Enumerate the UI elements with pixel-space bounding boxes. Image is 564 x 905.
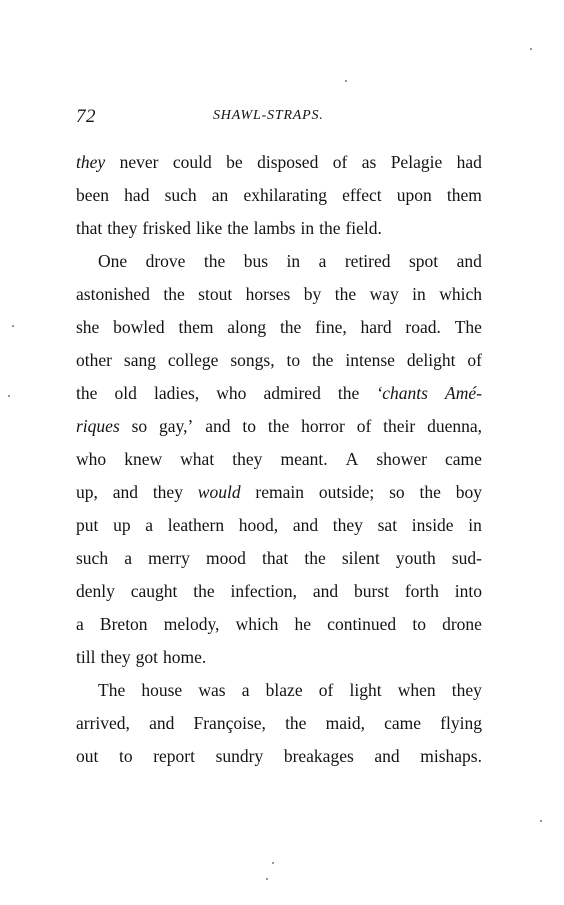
word: their bbox=[383, 416, 416, 436]
word: up bbox=[113, 515, 131, 535]
word: other bbox=[76, 350, 112, 370]
word: what bbox=[180, 449, 215, 469]
word: sang bbox=[123, 350, 156, 370]
word: mishaps. bbox=[420, 746, 482, 766]
word: the bbox=[337, 383, 360, 403]
word: came bbox=[384, 713, 422, 733]
word: spot bbox=[408, 251, 439, 271]
word: the bbox=[312, 350, 334, 370]
word: so bbox=[389, 482, 405, 502]
print-speck bbox=[12, 325, 14, 327]
word: the bbox=[304, 548, 326, 568]
word: into bbox=[454, 581, 482, 601]
word: sud- bbox=[451, 548, 482, 568]
word: up, bbox=[76, 482, 98, 502]
word: breakages bbox=[283, 746, 354, 766]
word: intense bbox=[345, 350, 395, 370]
word: infection, bbox=[230, 581, 298, 601]
word: admired bbox=[263, 383, 321, 403]
text-line bbox=[76, 542, 482, 575]
word: which bbox=[439, 284, 482, 304]
page-header bbox=[76, 106, 482, 128]
word: caught bbox=[130, 581, 178, 601]
word: such bbox=[164, 185, 197, 205]
word: they bbox=[332, 515, 363, 535]
word: bowled bbox=[113, 317, 165, 337]
word: light bbox=[349, 680, 382, 700]
text-line bbox=[76, 674, 482, 707]
word: a bbox=[124, 548, 132, 568]
text-line bbox=[76, 245, 482, 278]
word: they bbox=[232, 449, 263, 469]
word: frisked bbox=[142, 218, 191, 238]
word: been bbox=[76, 185, 110, 205]
word: the bbox=[319, 218, 341, 238]
word: the bbox=[285, 713, 307, 733]
word: boy bbox=[455, 482, 482, 502]
word: Breton bbox=[99, 614, 148, 634]
word: remain bbox=[255, 482, 304, 502]
word: knew bbox=[124, 449, 163, 469]
word: who bbox=[216, 383, 247, 403]
word: lambs bbox=[253, 218, 296, 238]
body-text bbox=[76, 146, 482, 773]
word: that bbox=[261, 548, 289, 568]
word: till bbox=[76, 647, 96, 667]
word: The bbox=[98, 680, 126, 700]
text-line bbox=[76, 344, 482, 377]
word: the bbox=[163, 284, 185, 304]
word: of bbox=[318, 680, 334, 700]
word: along bbox=[227, 317, 267, 337]
word: a bbox=[241, 680, 250, 700]
word: the bbox=[227, 218, 249, 238]
word: they bbox=[152, 482, 183, 502]
text-line bbox=[76, 476, 482, 509]
word: they bbox=[100, 647, 131, 667]
word: a bbox=[76, 614, 84, 634]
word: the bbox=[334, 284, 357, 304]
print-speck bbox=[266, 878, 268, 880]
word: to bbox=[118, 746, 133, 766]
word: house bbox=[141, 680, 183, 700]
word: and bbox=[205, 416, 231, 436]
word: had bbox=[456, 152, 482, 172]
text-line bbox=[76, 641, 482, 674]
word: which bbox=[235, 614, 279, 634]
text-line bbox=[76, 608, 482, 641]
word: of bbox=[332, 152, 348, 172]
word: meant. bbox=[280, 449, 328, 469]
word: field. bbox=[345, 218, 382, 238]
word: stout bbox=[198, 284, 233, 304]
word: and bbox=[374, 746, 400, 766]
word: never bbox=[119, 152, 159, 172]
word: Amé- bbox=[445, 383, 482, 403]
word: to bbox=[412, 614, 426, 634]
word: would bbox=[197, 482, 241, 502]
word: and bbox=[456, 251, 482, 271]
print-speck bbox=[272, 862, 274, 864]
word: riques bbox=[76, 416, 120, 436]
word: and bbox=[292, 515, 319, 535]
word: sat bbox=[377, 515, 398, 535]
word: maid, bbox=[325, 713, 365, 733]
word: drove bbox=[145, 251, 186, 271]
word: the bbox=[203, 251, 226, 271]
word: could bbox=[172, 152, 212, 172]
word: in bbox=[286, 251, 301, 271]
print-speck bbox=[8, 395, 10, 397]
word: of bbox=[467, 350, 482, 370]
print-speck bbox=[540, 820, 542, 822]
word: be bbox=[226, 152, 243, 172]
word: bus bbox=[243, 251, 269, 271]
word: the bbox=[193, 581, 215, 601]
word: ‘chants bbox=[376, 383, 428, 403]
word: in bbox=[412, 284, 426, 304]
word: blaze bbox=[265, 680, 303, 700]
word: effect bbox=[342, 185, 382, 205]
word: they bbox=[76, 152, 106, 172]
word: Pelagie bbox=[390, 152, 443, 172]
word: he bbox=[294, 614, 312, 634]
text-line bbox=[76, 212, 482, 245]
word: mood bbox=[205, 548, 246, 568]
text-line bbox=[76, 377, 482, 410]
word: flying bbox=[440, 713, 482, 733]
word: the bbox=[76, 383, 98, 403]
word: hard bbox=[360, 317, 392, 337]
text-line bbox=[76, 740, 482, 773]
word: came bbox=[444, 449, 482, 469]
word: the bbox=[419, 482, 441, 502]
text-line bbox=[76, 575, 482, 608]
text-line bbox=[76, 509, 482, 542]
word: the bbox=[279, 317, 302, 337]
word: horses bbox=[245, 284, 291, 304]
word: by bbox=[303, 284, 322, 304]
word: delight bbox=[406, 350, 456, 370]
word: of bbox=[356, 416, 372, 436]
word: silent bbox=[341, 548, 380, 568]
word: old bbox=[114, 383, 137, 403]
word: them bbox=[446, 185, 482, 205]
word: had bbox=[124, 185, 150, 205]
word: report bbox=[153, 746, 195, 766]
word: fine, bbox=[315, 317, 347, 337]
word: merry bbox=[148, 548, 190, 568]
word: the bbox=[267, 416, 290, 436]
word: melody, bbox=[163, 614, 220, 634]
word: like bbox=[196, 218, 223, 238]
word: was bbox=[198, 680, 226, 700]
word: home. bbox=[162, 647, 207, 667]
word: astonished bbox=[76, 284, 150, 304]
word: disposed bbox=[257, 152, 319, 172]
word: so bbox=[131, 416, 148, 436]
word: horror bbox=[301, 416, 345, 436]
word: road. bbox=[405, 317, 441, 337]
word: who bbox=[76, 449, 107, 469]
word: that bbox=[76, 218, 103, 238]
word: drone bbox=[442, 614, 482, 634]
text-line bbox=[76, 707, 482, 740]
word: out bbox=[76, 746, 99, 766]
word: hood, bbox=[238, 515, 279, 535]
word: retired bbox=[344, 251, 391, 271]
word: a bbox=[318, 251, 327, 271]
word: and bbox=[112, 482, 138, 502]
text-line bbox=[76, 278, 482, 311]
word: way bbox=[369, 284, 399, 304]
word: to bbox=[242, 416, 256, 436]
word: they bbox=[107, 218, 138, 238]
word: continued bbox=[327, 614, 397, 634]
word: youth bbox=[395, 548, 436, 568]
word: when bbox=[397, 680, 436, 700]
word: college bbox=[167, 350, 219, 370]
word: duenna, bbox=[427, 416, 482, 436]
text-line bbox=[76, 179, 482, 212]
word: upon bbox=[396, 185, 432, 205]
word: Françoise, bbox=[193, 713, 266, 733]
word: in bbox=[468, 515, 482, 535]
word: them bbox=[178, 317, 214, 337]
print-speck bbox=[530, 48, 532, 50]
text-line bbox=[76, 146, 482, 179]
word: leathern bbox=[167, 515, 225, 535]
word: and bbox=[149, 713, 175, 733]
word: denly bbox=[76, 581, 115, 601]
word: shower bbox=[376, 449, 427, 469]
text-line bbox=[76, 311, 482, 344]
word: in bbox=[300, 218, 315, 238]
word: The bbox=[454, 317, 482, 337]
word: forth bbox=[404, 581, 439, 601]
print-speck bbox=[345, 80, 347, 82]
word: such bbox=[76, 548, 109, 568]
running-title: SHAWL-STRAPS. bbox=[213, 108, 324, 123]
page-number: 72 bbox=[76, 106, 96, 127]
word: an bbox=[211, 185, 229, 205]
word: outside; bbox=[318, 482, 375, 502]
word: they bbox=[451, 680, 482, 700]
word: arrived, bbox=[76, 713, 130, 733]
word: burst bbox=[354, 581, 390, 601]
word: put bbox=[76, 515, 99, 535]
word: One bbox=[98, 251, 128, 271]
word: A bbox=[345, 449, 359, 469]
text-line bbox=[76, 443, 482, 476]
text-line bbox=[76, 410, 482, 443]
word: gay,’ bbox=[159, 416, 194, 436]
word: to bbox=[286, 350, 301, 370]
word: as bbox=[361, 152, 377, 172]
word: a bbox=[145, 515, 154, 535]
word: and bbox=[312, 581, 339, 601]
word: exhilarating bbox=[243, 185, 328, 205]
word: she bbox=[76, 317, 100, 337]
word: ladies, bbox=[153, 383, 200, 403]
word: sundry bbox=[215, 746, 264, 766]
word: got bbox=[135, 647, 158, 667]
word: songs, bbox=[230, 350, 275, 370]
word: inside bbox=[411, 515, 454, 535]
